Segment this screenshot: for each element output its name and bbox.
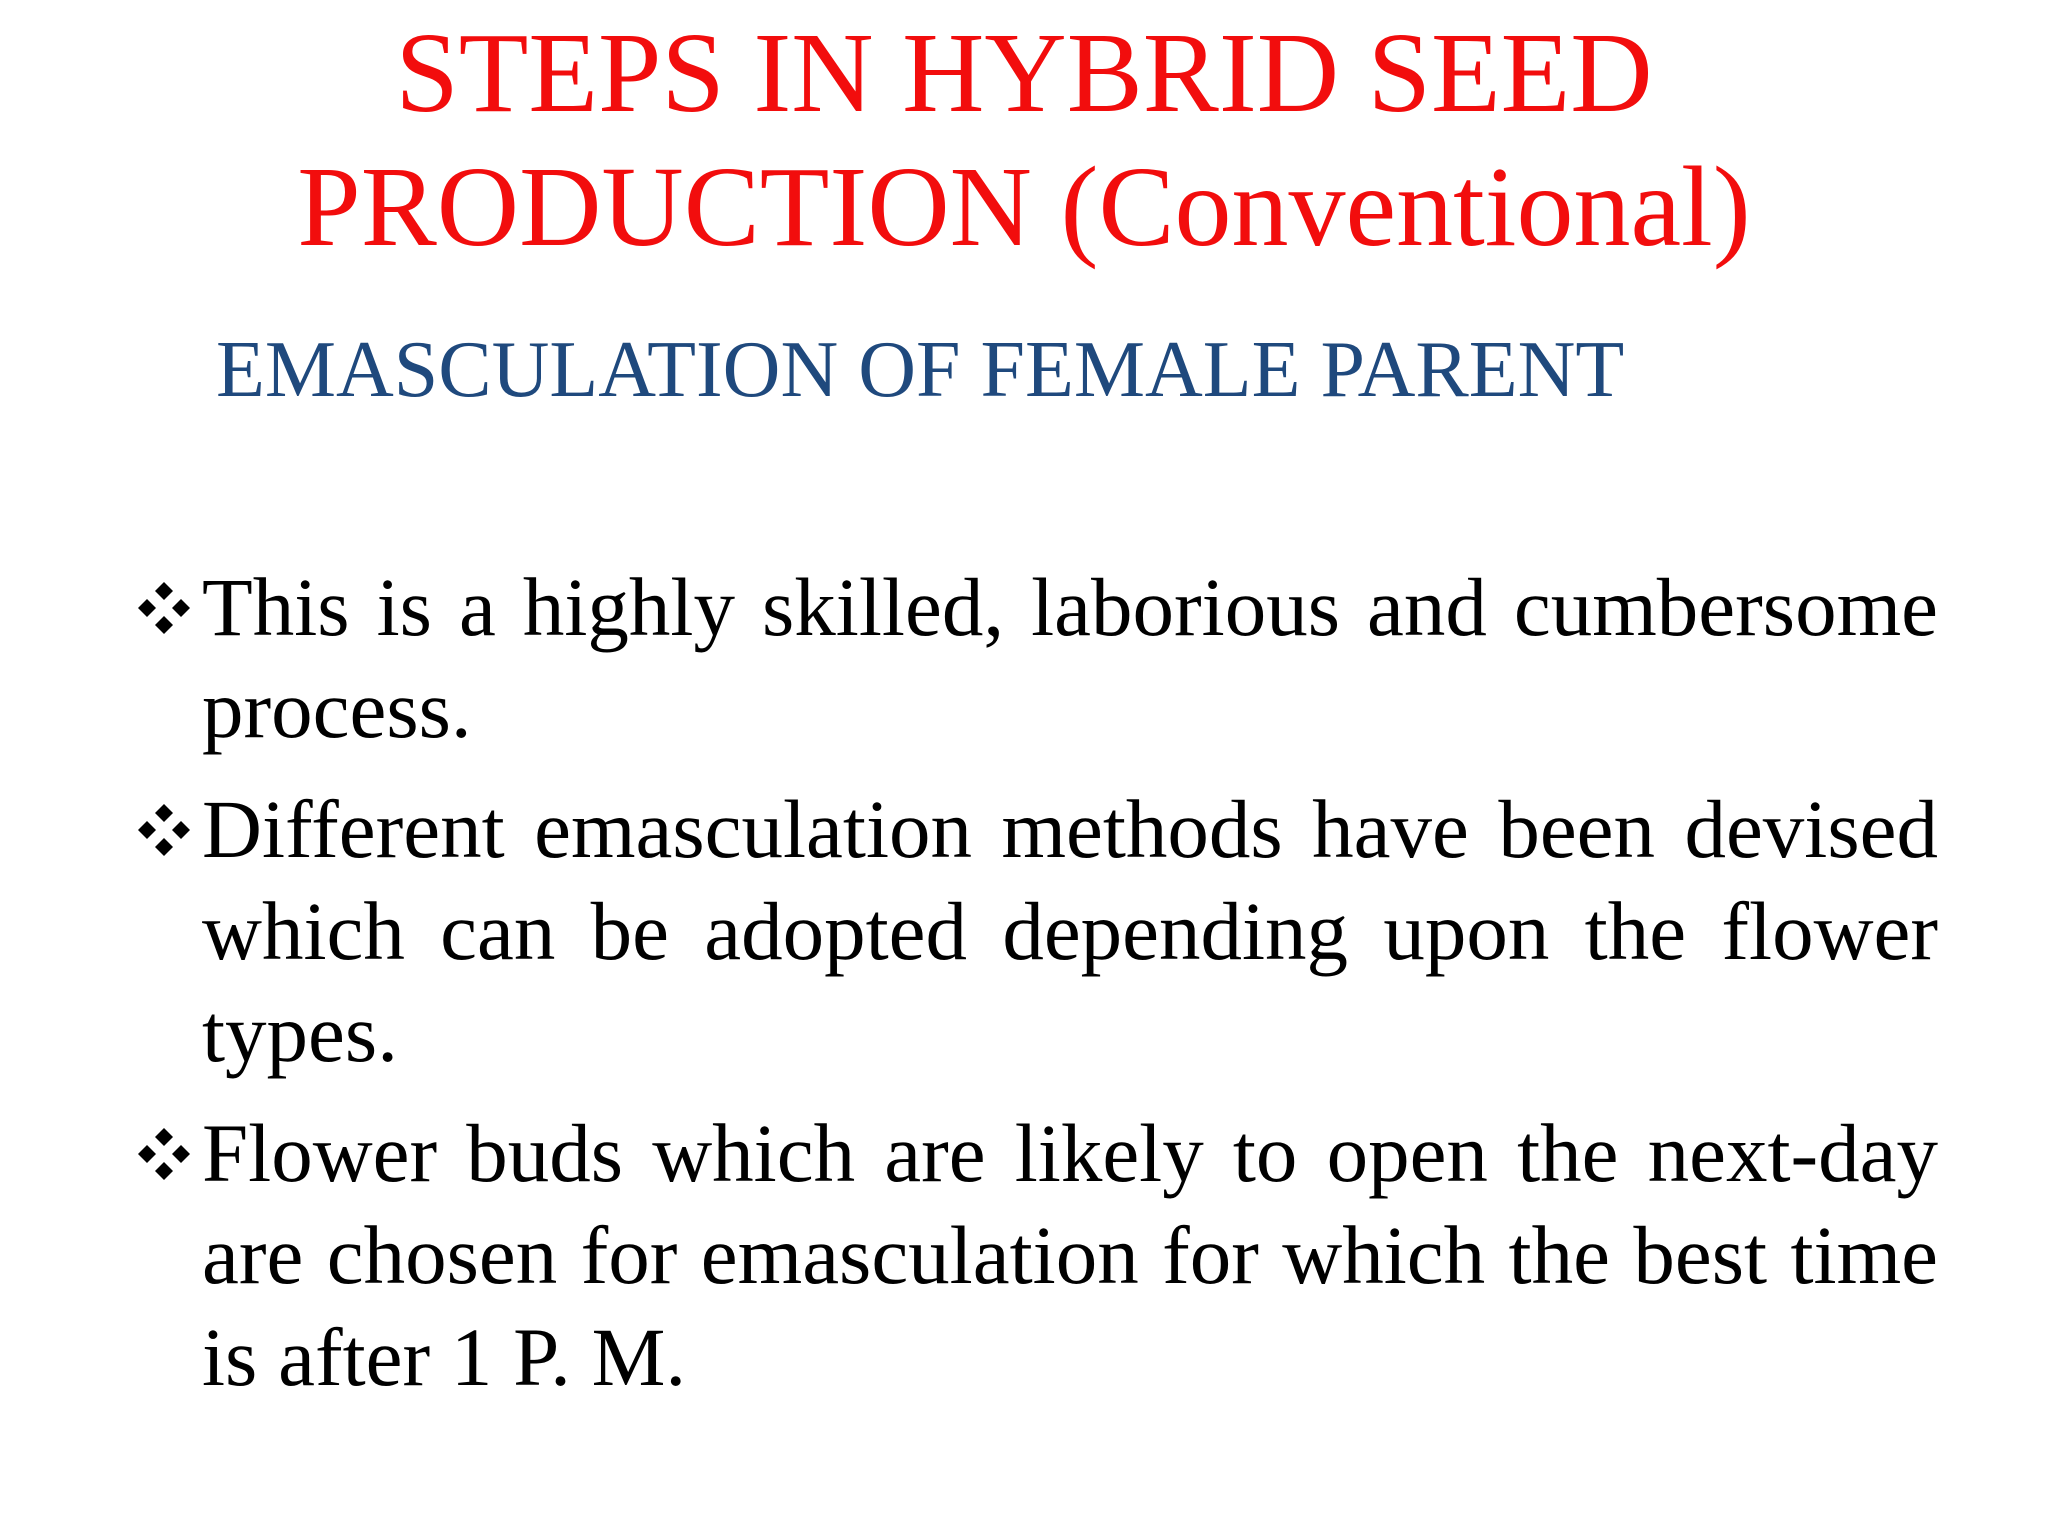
bullet-text: Different emasculation methods have been devised which can be adopted depending upon the flower types.: [202, 783, 1938, 1079]
bullet-text: This is a highly skilled, laborious and cumbersome process.: [202, 561, 1938, 755]
bullet-item: [132, 1102, 1938, 1408]
four-diamond-bullet-icon: [132, 1122, 196, 1186]
four-diamond-bullet-icon: [132, 798, 196, 862]
bullet-list: [132, 556, 1938, 1426]
bullet-item: [132, 778, 1938, 1084]
slide-subtitle: EMASCULATION OF FEMALE PARENT: [216, 326, 1625, 414]
bullet-item: [132, 556, 1938, 760]
slide-title-line-1: STEPS IN HYBRID SEED: [395, 9, 1653, 136]
four-diamond-bullet-icon: [132, 576, 196, 640]
slide-title: [0, 6, 2048, 274]
bullet-text: Flower buds which are likely to open the next-day are chosen for emasculation for which the best time is after 1 P. M.: [202, 1107, 1938, 1403]
slide-title-line-2: PRODUCTION (Conventional): [297, 143, 1751, 270]
